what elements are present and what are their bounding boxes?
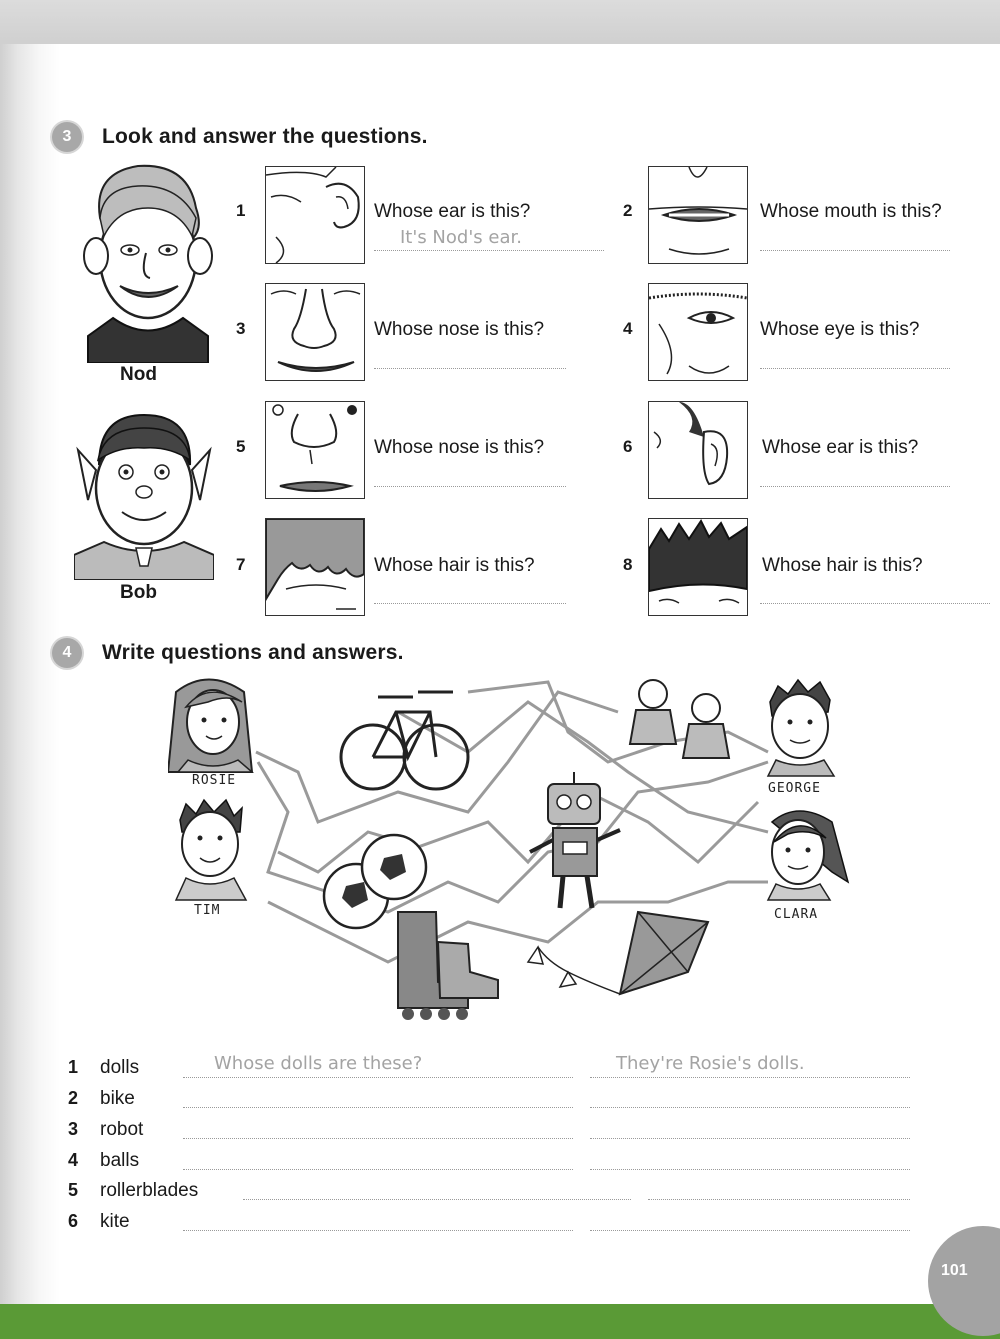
matching-illustration xyxy=(168,672,868,1032)
bob-illustration xyxy=(74,410,214,580)
george-kid xyxy=(768,680,834,776)
clara-kid xyxy=(768,811,848,900)
answer-line[interactable] xyxy=(374,486,566,487)
tim-kid xyxy=(176,800,246,900)
ear-crop-icon xyxy=(649,402,747,498)
dolls-icon xyxy=(630,680,729,758)
kid-label-george: GEORGE xyxy=(768,781,821,796)
answer-line[interactable] xyxy=(590,1138,910,1139)
question-number: 5 xyxy=(236,437,246,456)
item-word: dolls xyxy=(100,1057,140,1078)
answer-line[interactable] xyxy=(374,603,566,604)
curly-hair-crop-icon xyxy=(266,519,364,615)
bottom-green-bar xyxy=(0,1304,1000,1339)
question-text: Whose ear is this? xyxy=(374,201,531,222)
item-question[interactable]: Whose dolls are these? xyxy=(214,1053,423,1074)
mouth-crop-icon xyxy=(649,167,747,263)
item-number: 4 xyxy=(68,1150,79,1170)
item-number: 1 xyxy=(68,1057,79,1077)
question-number: 4 xyxy=(623,319,633,338)
nose-crop-icon xyxy=(266,284,364,380)
item-number: 2 xyxy=(68,1088,79,1108)
item-word: rollerblades xyxy=(100,1180,199,1201)
exercise-4-title: Write questions and answers. xyxy=(102,641,404,664)
item-answer[interactable]: They're Rosie's dolls. xyxy=(616,1053,805,1074)
face-crop-box xyxy=(648,166,748,264)
question-line[interactable] xyxy=(183,1077,573,1078)
ear-crop-icon xyxy=(266,167,364,263)
question-line[interactable] xyxy=(183,1138,573,1139)
item-word: kite xyxy=(100,1211,130,1232)
item-number: 5 xyxy=(68,1180,79,1200)
question-number: 1 xyxy=(236,201,246,220)
page-number: 101 xyxy=(941,1262,968,1279)
face-crop-box xyxy=(265,518,365,616)
exercise-3-number: 3 xyxy=(52,122,82,152)
item-number: 6 xyxy=(68,1211,79,1231)
character-name-nod: Nod xyxy=(120,364,157,385)
top-bar xyxy=(0,0,1000,46)
item-word: bike xyxy=(100,1088,135,1109)
answer-line[interactable] xyxy=(760,603,990,604)
kid-label-clara: CLARA xyxy=(774,907,819,922)
nose-crop-icon xyxy=(266,402,364,498)
question-line[interactable] xyxy=(243,1199,631,1200)
exercise-3-header xyxy=(52,122,428,152)
question-text: Whose mouth is this? xyxy=(760,201,942,222)
question-text: Whose hair is this? xyxy=(762,555,923,576)
question-number: 3 xyxy=(236,319,246,338)
answer-line[interactable] xyxy=(590,1107,910,1108)
question-number: 2 xyxy=(623,201,633,220)
kid-label-tim: TIM xyxy=(194,903,221,918)
answer-text[interactable]: It's Nod's ear. xyxy=(400,227,522,248)
question-number: 7 xyxy=(236,555,246,574)
question-text: Whose eye is this? xyxy=(760,319,920,340)
answer-line[interactable] xyxy=(374,250,604,251)
answer-line[interactable] xyxy=(760,368,950,369)
answer-line[interactable] xyxy=(590,1077,910,1078)
face-crop-box xyxy=(648,518,748,616)
question-line[interactable] xyxy=(183,1169,573,1170)
answer-line[interactable] xyxy=(760,486,950,487)
question-text: Whose ear is this? xyxy=(762,437,919,458)
exercise-3-title: Look and answer the questions. xyxy=(102,125,428,148)
kite-icon xyxy=(528,912,708,994)
answer-line[interactable] xyxy=(374,368,566,369)
question-line[interactable] xyxy=(183,1230,573,1231)
question-number: 8 xyxy=(623,555,633,574)
face-crop-box xyxy=(648,283,748,381)
exercise-4-number: 4 xyxy=(52,638,82,668)
robot-icon xyxy=(530,772,620,908)
exercise-4-header xyxy=(52,638,404,668)
face-crop-box xyxy=(648,401,748,499)
question-text: Whose nose is this? xyxy=(374,437,545,458)
question-text: Whose nose is this? xyxy=(374,319,545,340)
question-number: 6 xyxy=(623,437,633,456)
question-line[interactable] xyxy=(183,1107,573,1108)
item-word: robot xyxy=(100,1119,144,1140)
spiky-hair-crop-icon xyxy=(649,519,747,615)
answer-line[interactable] xyxy=(648,1199,910,1200)
item-word: balls xyxy=(100,1150,140,1171)
character-name-bob: Bob xyxy=(120,582,157,603)
rollerblades-icon xyxy=(398,912,498,1020)
rosie-kid xyxy=(168,680,252,773)
face-crop-box xyxy=(265,283,365,381)
nod-illustration xyxy=(78,158,218,363)
item-number: 3 xyxy=(68,1119,79,1139)
answer-line[interactable] xyxy=(590,1169,910,1170)
question-text: Whose hair is this? xyxy=(374,555,535,576)
face-crop-box xyxy=(265,401,365,499)
eye-crop-icon xyxy=(649,284,747,380)
answer-line[interactable] xyxy=(760,250,950,251)
face-crop-box xyxy=(265,166,365,264)
answer-line[interactable] xyxy=(590,1230,910,1231)
kid-label-rosie: ROSIE xyxy=(192,773,237,788)
